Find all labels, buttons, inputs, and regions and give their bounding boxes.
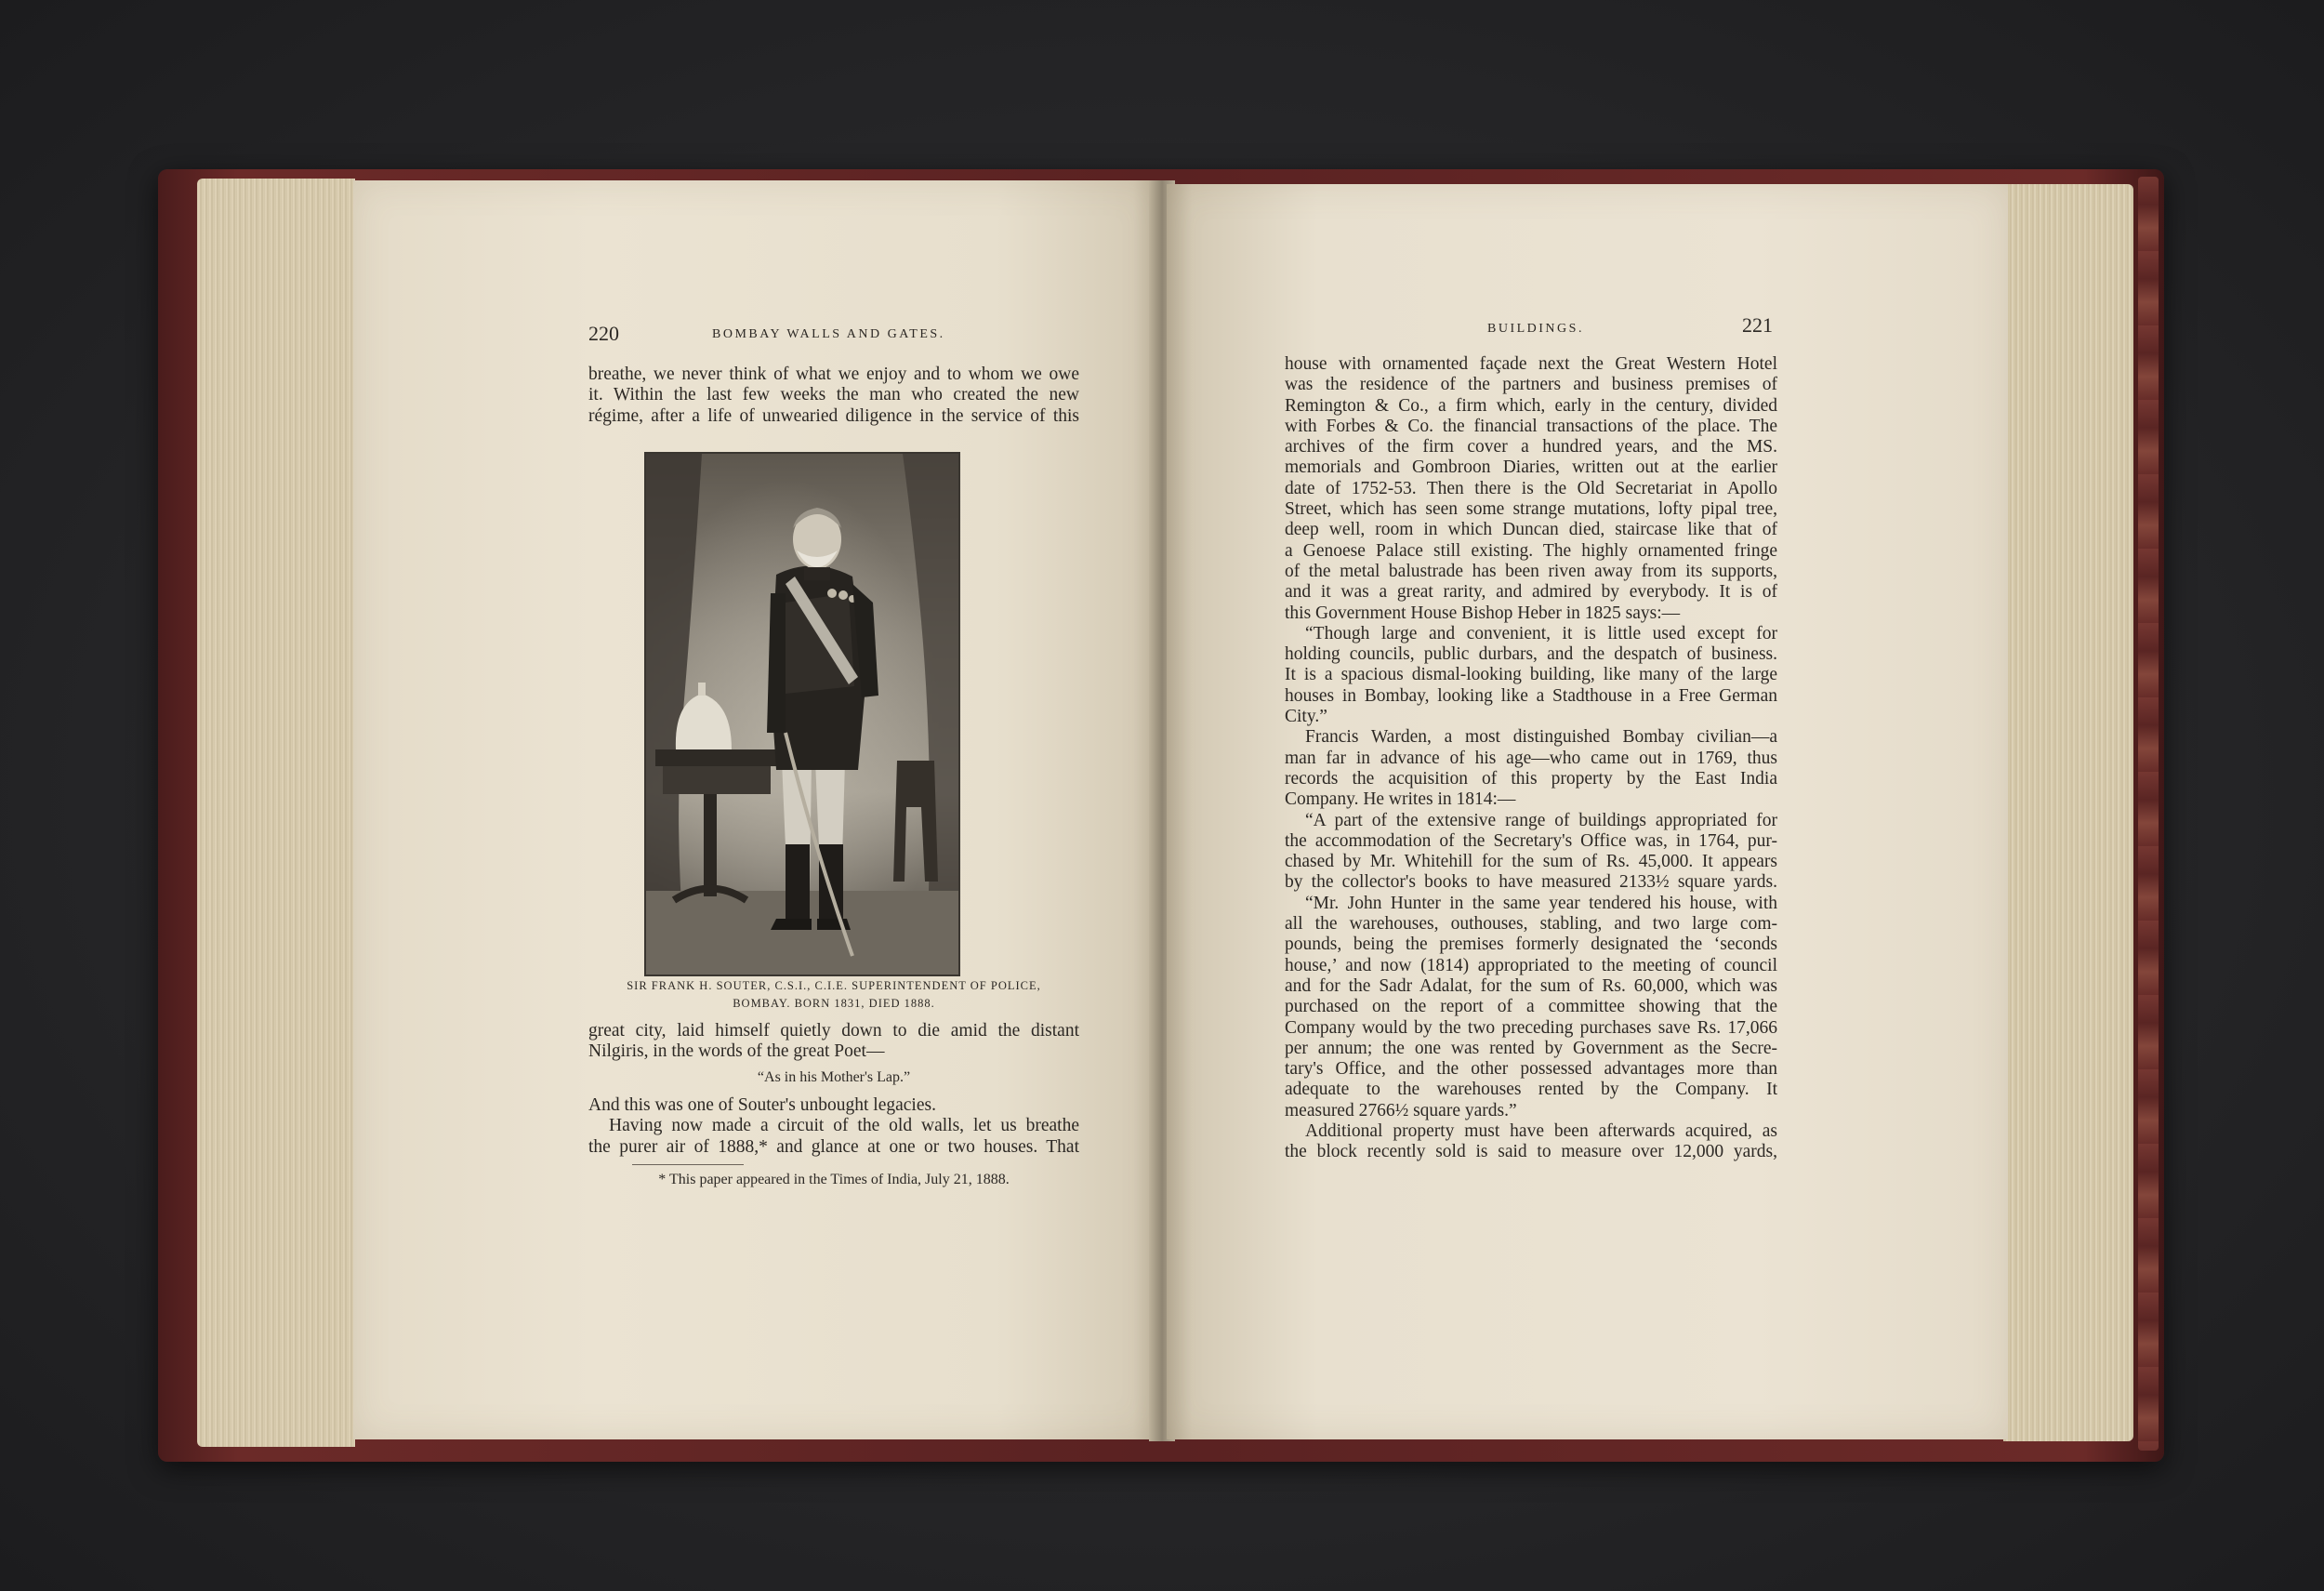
text-line: pounds, being the premises formerly designated the ‘seconds: [1285, 935, 1777, 955]
text-line: and it was a great rarity, and admired by everybody. It is of: [1285, 582, 1777, 603]
text-line: was the residence of the partners and business premises of: [1285, 375, 1777, 395]
photo-caption-line1: SIR FRANK H. SOUTER, C.S.I., C.I.E. SUPERINTENDENT OF POLICE,: [627, 979, 1041, 992]
text-line: date of 1752-53. Then there is the Old Secretariat in Apollo: [1285, 478, 1777, 498]
text-line: City.”: [1285, 707, 1327, 727]
text-line: and for the Sadr Adalat, for the sum of Rs. 60,000, which was: [1285, 975, 1777, 996]
text-line: records the acquisition of this property by the East India: [1285, 768, 1777, 789]
text-line: per annum; the one was rented by Government as the Secre-: [1285, 1038, 1777, 1058]
text-line: great city, laid himself quietly down to die amid the distant: [588, 1021, 1079, 1041]
text-line: deep well, room in which Duncan died, staircase like that of: [1285, 520, 1777, 540]
left-after-caption-paragraph: [588, 1021, 1079, 1063]
text-line: Having now made a circuit of the old walls, let us breathe: [609, 1116, 1079, 1136]
portrait-photograph: [644, 452, 960, 976]
right-body-text: [1285, 354, 1777, 1163]
text-line: Additional property must have been afterwards acquired, as: [1305, 1120, 1777, 1141]
text-line: man far in advance of his age—who came out in 1769, thus: [1285, 748, 1777, 768]
text-line: purchased on the report of a committee showing that the: [1285, 997, 1777, 1017]
left-top-paragraph: [588, 365, 1079, 427]
text-line: Francis Warden, a most distinguished Bombay civilian—a: [1305, 727, 1777, 748]
text-line: Street, which has seen some strange mutations, lofty pipal tree,: [1285, 499, 1777, 520]
text-line: memorials and Gombroon Diaries, written out at the earlier: [1285, 457, 1777, 478]
text-line: “A part of the extensive range of buildings appropriated for: [1305, 810, 1777, 830]
text-line: breathe, we never think of what we enjoy and to whom we owe: [588, 365, 1079, 384]
text-line: by the collector's books to have measured 2133½ square yards.: [1285, 872, 1777, 893]
text-line: And this was one of Souter's unbought legacies.: [588, 1095, 936, 1115]
text-line: Nilgiris, in the words of the great Poet—: [588, 1041, 885, 1062]
text-line: this Government House Bishop Heber in 1825 says:—: [1285, 603, 1681, 623]
text-line: tary's Office, and the other possessed advantages more than: [1285, 1059, 1777, 1080]
right-page-edges: [2003, 184, 2133, 1441]
text-line: “Mr. John Hunter in the same year tendered his house, with: [1305, 893, 1777, 913]
portrait-image: [646, 454, 958, 974]
text-line: chased by Mr. Whitehill for the sum of Rs. 45,000. It appears: [1285, 852, 1777, 872]
left-page-number: 220: [588, 322, 619, 345]
text-line: holding councils, public durbars, and the despatch of business.: [1285, 644, 1777, 665]
photo-caption-line2: BOMBAY. BORN 1831, DIED 1888.: [733, 997, 935, 1010]
text-line: house,’ and now (1814) appropriated to the meeting of council: [1285, 955, 1777, 975]
text-line: It is a spacious dismal-looking building, like many of the large: [1285, 665, 1777, 685]
text-line: the purer air of 1888,* and glance at one or two houses. That: [588, 1136, 1079, 1157]
text-line: archives of the firm cover a hundred years, and the MS.: [1285, 437, 1777, 457]
text-line: Company would by the two preceding purchases save Rs. 17,066: [1285, 1017, 1777, 1038]
text-line: the block recently sold is said to measure over 12,000 yards,: [1285, 1142, 1777, 1162]
left-running-head: BOMBAY WALLS AND GATES.: [712, 327, 945, 341]
text-line: all the warehouses, outhouses, stabling, and two large com-: [1285, 914, 1777, 935]
left-page-edges: [197, 179, 355, 1447]
text-line: houses in Bombay, looking like a Stadthouse in a Free German: [1285, 685, 1777, 706]
text-line: Remington & Co., a firm which, early in the century, divided: [1285, 395, 1777, 416]
footnote-rule: [632, 1164, 744, 1165]
text-line: of the metal balustrade has been riven away from its supports,: [1285, 561, 1777, 581]
left-closing-paragraph: [588, 1095, 1079, 1158]
text-line: adequate to the warehouses rented by the Company. It: [1285, 1080, 1777, 1100]
right-page-number: 221: [1742, 313, 1773, 337]
cover-marbled-edge: [2138, 177, 2159, 1451]
text-line: “Though large and convenient, it is little used except for: [1305, 623, 1777, 643]
text-line: a Genoese Palace still existing. The highly ornamented fringe: [1285, 540, 1777, 561]
right-running-head: BUILDINGS.: [1487, 322, 1584, 336]
footnote: * This paper appeared in the Times of India, July 21, 1888.: [658, 1172, 1010, 1187]
text-line: the accommodation of the Secretary's Office was, in 1764, pur-: [1285, 830, 1777, 851]
text-line: house with ornamented façade next the Great Western Hotel: [1285, 354, 1777, 374]
text-line: measured 2766½ square yards.”: [1285, 1100, 1517, 1120]
text-line: régime, after a life of unwearied diligence in the service of this: [588, 405, 1079, 426]
text-line: Company. He writes in 1814:—: [1285, 789, 1516, 810]
text-line: with Forbes & Co. the financial transactions of the place. The: [1285, 416, 1777, 436]
poem-quote: “As in his Mother's Lap.”: [757, 1069, 911, 1085]
text-line: it. Within the last few weeks the man who created the new: [588, 385, 1079, 405]
